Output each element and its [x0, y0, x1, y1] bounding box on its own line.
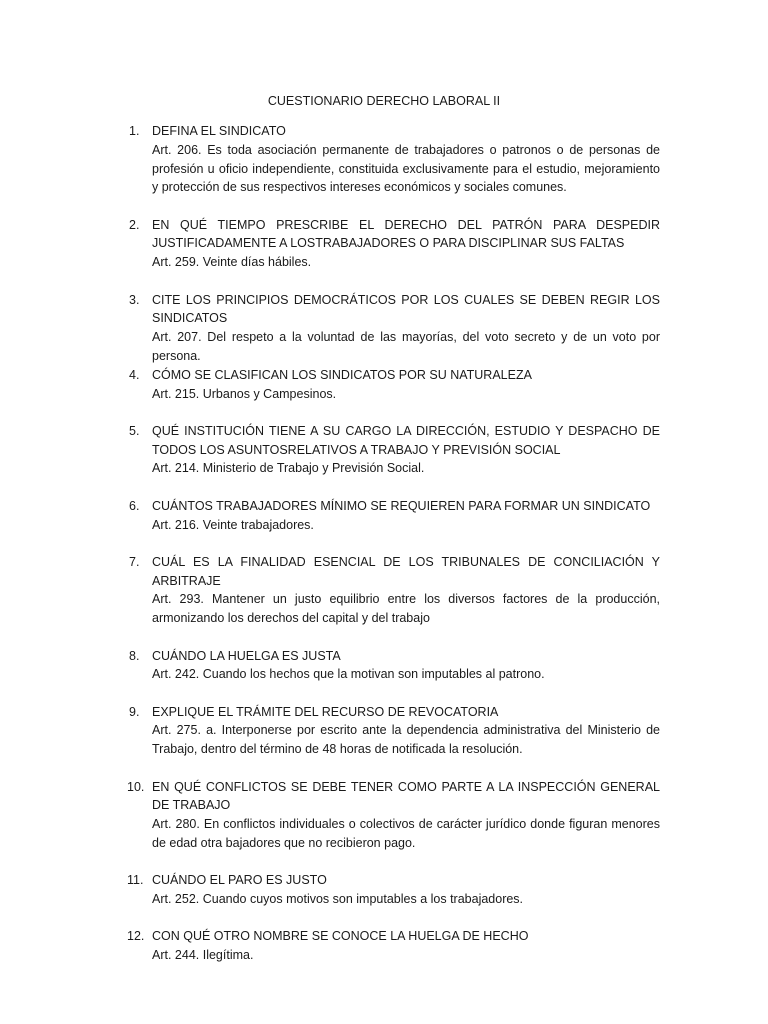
list-item: [129, 703, 660, 759]
list-item: [129, 927, 660, 965]
list-item: [129, 291, 660, 366]
question-text: CUÁNTOS TRABAJADORES MÍNIMO SE REQUIEREN PARA FORMAR UN SINDICATO: [152, 498, 651, 513]
document-title: CUESTIONARIO DERECHO LABORAL II: [267, 94, 501, 108]
item-number: 12.: [127, 929, 145, 944]
item-number: 3.: [129, 292, 140, 307]
answer-text: Art. 293. Mantener un justo equilibrio entre los diversos factores de la producción, armonizando los derechos del capital y del trabajo: [152, 592, 660, 626]
answer-text: Art. 244. Ilegítima.: [152, 948, 254, 963]
item-number: 6.: [129, 498, 140, 513]
answer-text: Art. 214. Ministerio de Trabajo y Previsión Social.: [152, 461, 425, 476]
question-text: QUÉ INSTITUCIÓN TIENE A SU CARGO LA DIRECCIÓN, ESTUDIO Y DESPACHO DE TODOS LOS ASUNTOSRELATIVOS A TRABAJO Y PREVISIÓN SOCIAL: [152, 423, 660, 457]
question-text: CUÁNDO LA HUELGA ES JUSTA: [152, 648, 341, 663]
question-text: CÓMO SE CLASIFICAN LOS SINDICATOS POR SU NATURALEZA: [152, 367, 532, 382]
answer-text: Art. 215. Urbanos y Campesinos.: [152, 386, 337, 401]
item-number: 5.: [129, 423, 140, 438]
item-number: 9.: [129, 704, 140, 719]
list-item: [129, 122, 660, 197]
list-item: [129, 422, 660, 478]
answer-text: Art. 259. Veinte días hábiles.: [152, 255, 312, 270]
answer-text: Art. 207. Del respeto a la voluntad de las mayorías, del voto secreto y de un voto por persona.: [152, 330, 660, 363]
question-text: EN QUÉ CONFLICTOS SE DEBE TENER COMO PARTE A LA INSPECCIÓN GENERAL DE TRABAJO: [152, 779, 660, 813]
item-number: 7.: [129, 554, 140, 569]
item-number: 1.: [129, 124, 140, 138]
list-item: [129, 778, 660, 853]
list-item: [129, 871, 660, 909]
list-item: [129, 216, 660, 272]
question-text: CUÁNDO EL PARO ES JUSTO: [152, 873, 327, 888]
item-number: 2.: [129, 217, 140, 232]
item-number: 10.: [127, 779, 145, 794]
question-list: [129, 122, 660, 983]
item-number: 4.: [129, 367, 140, 382]
question-text: EXPLIQUE EL TRÁMITE DEL RECURSO DE REVOCATORIA: [152, 704, 499, 719]
answer-text: Art. 280. En conflictos individuales o colectivos de carácter jurídico donde figuran menores de edad otra bajadores que no recibieron pago.: [152, 817, 660, 850]
answer-text: Art. 242. Cuando los hechos que la motivan son imputables al patrono.: [152, 667, 545, 682]
answer-text: Art. 216. Veinte trabajadores.: [152, 517, 314, 532]
question-text: DEFINA EL SINDICATO: [152, 124, 286, 138]
item-number: 11.: [127, 873, 144, 888]
question-text: EN QUÉ TIEMPO PRESCRIBE EL DERECHO DEL PATRÓN PARA DESPEDIR JUSTIFICADAMENTE A LOSTRABAJADORES O PARA DISCIPLINAR SUS FALTAS: [152, 217, 660, 251]
list-item: [129, 366, 660, 404]
answer-text: Art. 206. Es toda asociación permanente de trabajadores o patronos o de personas de profesión u oficio independiente, constituida exclusivamente para el estudio, mejoramiento y protección de sus respectivos intereses económicos y sociales comunes.: [152, 142, 660, 195]
answer-text: Art. 275. a. Interponerse por escrito ante la dependencia administrativa del Ministerio de Trabajo, dentro del término de 48 horas de notificada la resolución.: [152, 723, 660, 757]
list-item: [129, 553, 660, 628]
question-text: CON QUÉ OTRO NOMBRE SE CONOCE LA HUELGA DE HECHO: [152, 929, 529, 944]
answer-text: Art. 252. Cuando cuyos motivos son imputables a los trabajadores.: [152, 892, 524, 906]
list-item: [129, 497, 660, 535]
question-text: CITE LOS PRINCIPIOS DEMOCRÁTICOS POR LOS CUALES SE DEBEN REGIR LOS SINDICATOS: [152, 292, 660, 326]
question-text: CUÁL ES LA FINALIDAD ESENCIAL DE LOS TRIBUNALES DE CONCILIACIÓN Y ARBITRAJE: [152, 554, 660, 588]
list-item: [129, 647, 660, 685]
item-number: 8.: [129, 648, 140, 663]
